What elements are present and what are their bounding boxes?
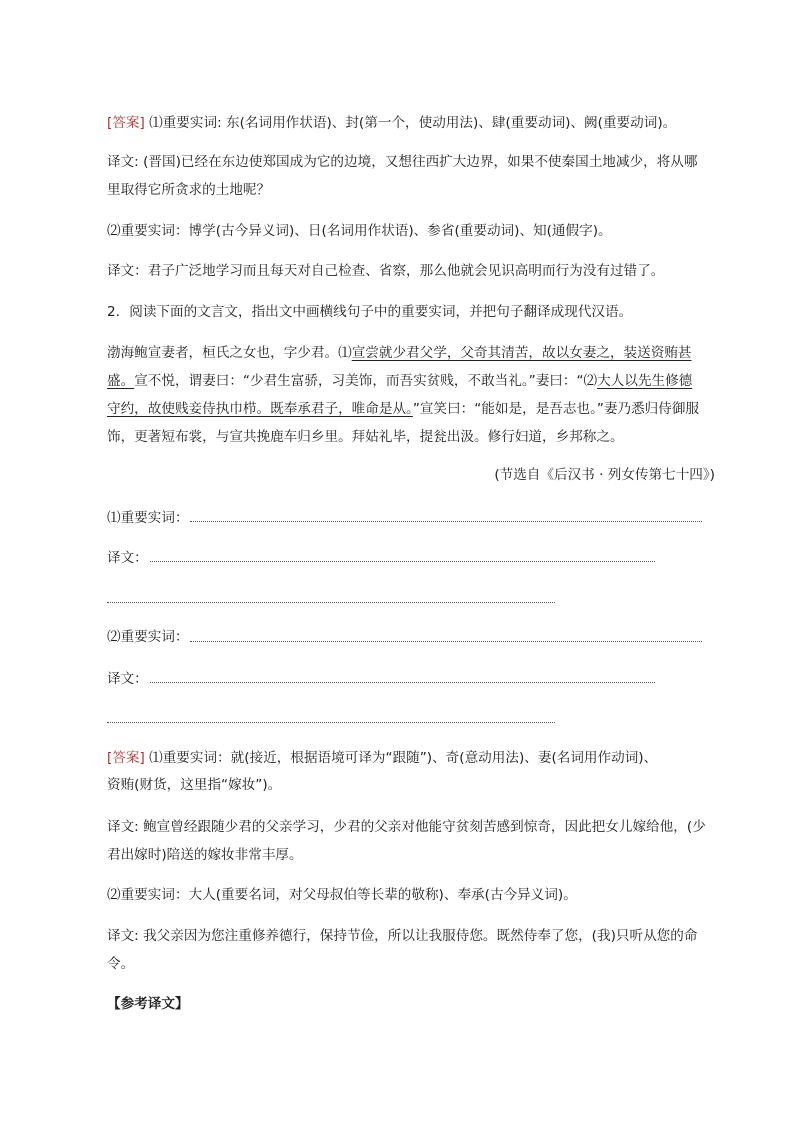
passage-text: ”宣笑曰：“能如是，是吾志也。”妻乃悉归侍御服	[412, 401, 700, 417]
passage-line: 饰，更著短布裳，与宣共挽鹿车归乡里。拜姑礼毕，提瓮出汲。修行妇道，乡邦称之。	[107, 429, 624, 445]
translation-line: 译文：君子广泛地学习而且每天对自己检查、省察，那么他就会见识高明而行为没有过错了。	[107, 263, 665, 279]
field-label-2: ⑵重要实词：	[107, 629, 189, 645]
answer-blank[interactable]	[107, 602, 555, 603]
answer-text: ⑴重要实词：就(接近，根据语境可译为“跟随”)、奇(意动用法)、妻(名词用作动词)、	[144, 750, 658, 766]
answer-tag: [答案]	[107, 115, 145, 131]
answer-line-cont: 资贿(财货，这里指“嫁妆”)。	[107, 777, 282, 793]
translation-line: 译文: 鲍宣曾经跟随少君的父亲学习，少君的父亲对他能守贫刻苦感到惊奇，因此把女儿嫁给他，(少	[107, 819, 706, 835]
answer-tag: [答案]	[107, 750, 145, 766]
answer-line-1	[107, 114, 676, 132]
question-prompt: 2．阅读下面的文言文，指出文中画横线句子中的重要实词，并把句子翻译成现代汉语。	[107, 304, 633, 320]
source-citation: (节选自《后汉书 · 列女传第七十四》)	[494, 467, 715, 483]
passage-line	[107, 400, 699, 418]
passage-text: 宣不悦，谓妻曰：“少君生富骄，习美饰，而吾实贫贱，不敢当礼。”妻曰：“⑵	[134, 373, 598, 389]
answer-blank[interactable]	[107, 722, 555, 723]
answer-text: ⑴重要实词: 东(名词用作状语)、封(第一个，使动用法)、肆(重要动词)、阙(重要动词)。	[144, 115, 677, 131]
passage-text: 渤海鲍宣妻者，桓氏之女也，字少君。⑴	[107, 345, 352, 361]
underlined-sentence: 守约，故使贱妾侍执巾栉。既奉承君子，唯命是从。	[107, 401, 413, 417]
answer-blank[interactable]	[190, 521, 702, 522]
underlined-sentence: 大人以先生修德	[597, 373, 693, 389]
passage-line	[107, 344, 692, 362]
answer-blank[interactable]	[150, 561, 655, 562]
field-label-1: ⑴重要实词：	[107, 510, 189, 526]
translation-line: 君出嫁时)陪送的嫁妆非常丰厚。	[107, 847, 303, 863]
answer-blank[interactable]	[190, 641, 702, 642]
answer-line-2: ⑵重要实词：大人(重要名词，对父母叔伯等长辈的敬称)、奉承(古今异义词)。	[107, 887, 577, 903]
underlined-sentence: 盛。	[107, 373, 135, 389]
answer-line-1	[107, 749, 657, 767]
underlined-sentence: 宣尝就少君父学，父奇其清苦，故以女妻之，装送资贿甚	[351, 345, 692, 361]
reference-title: 【参考译文】	[107, 996, 189, 1012]
translation-line: 里取得它所贪求的土地呢？	[107, 182, 271, 198]
answer-line-2: ⑵重要实词：博学(古今异义词)、日(名词用作状语)、参省(重要动词)、知(通假字)。	[107, 223, 612, 239]
translation-line: 令。	[107, 956, 135, 972]
field-translation-label-1: 译文：	[107, 550, 148, 566]
answer-blank[interactable]	[150, 682, 655, 683]
translation-line: 译文: 我父亲因为您注重修养德行，保持节俭，所以让我服侍您。既然侍奉了您，(我)只听从您的命	[107, 928, 698, 944]
translation-line: 译文: (晋国)已经在东边使郑国成为它的边境，又想往西扩大边界，如果不使秦国土地减少，将从哪	[107, 154, 698, 170]
passage-line	[107, 372, 692, 390]
field-translation-label-2: 译文：	[107, 671, 148, 687]
